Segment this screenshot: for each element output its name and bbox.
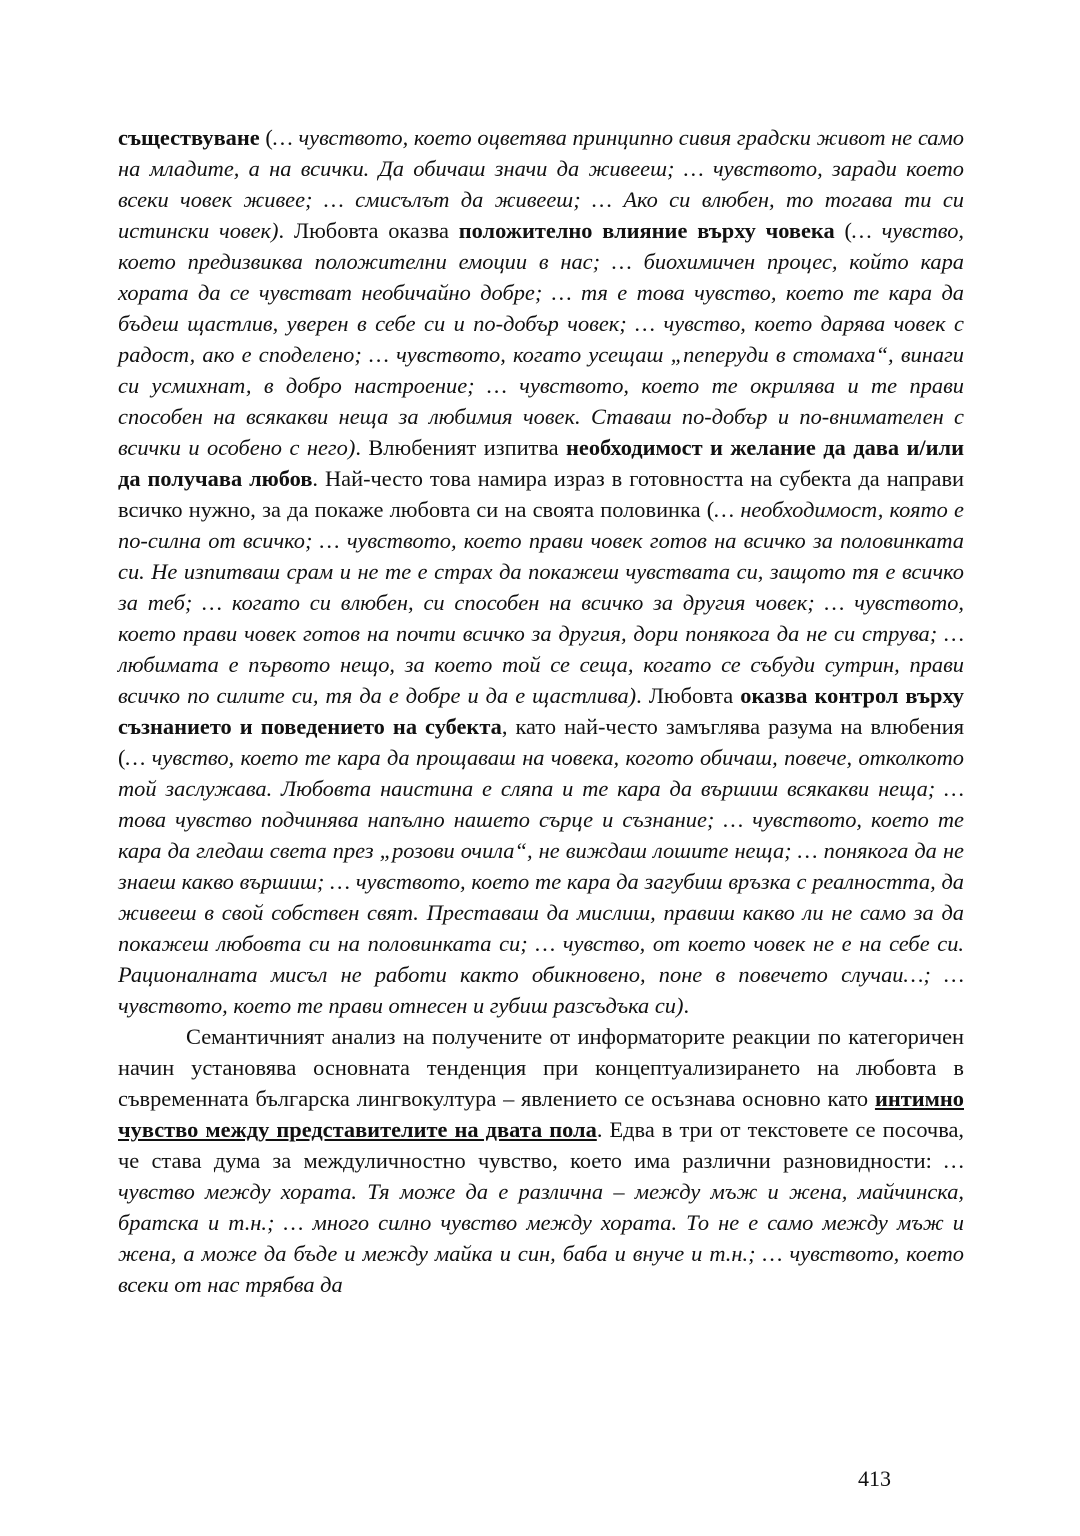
text-run: . Най-често това намира израз в готовността на субекта да направи всичко нужно, за да покаже любовта си на своята половинка ( bbox=[118, 466, 964, 522]
bold-term: оказва контрол върху съзнанието и поведението на субекта bbox=[118, 683, 965, 739]
italic-quotes: … чувство, което те кара да прощаваш на човека, когото обичаш, повече, отколкото той заслужава. Любовта наистина е сляпа и те кара да вършиш всякакви неща; … това чувство подчинява напълно нашето сърце и съзнание; … чувството, което те кара да гледаш света през „розови очила“, не виждаш лошите неща; … понякога да не знаеш какво вършиш; … чувството, което те кара да загубиш връзка с реалността, да живееш в свой собствен свят. Преставаш да мислиш, правиш какво ли не само за да покажеш любовта си на половинката си; … чувство, от което човек не е на себе си. Рационалната мисъл не работи както обикновено, поне в повечето случаи…; … чувството, което те прави отнесен и губиш разсъдъка си) bbox=[118, 745, 964, 1018]
text-run: , като най-често замъглява разума на влюбения ( bbox=[118, 714, 964, 770]
bold-term: необходимост и желание да дава и/или да получава любов bbox=[118, 435, 965, 491]
text-run: ( bbox=[259, 125, 273, 150]
paragraph-2 bbox=[118, 1021, 964, 1300]
italic-quotes: … чувството, което оцветява принципно сивия градски живот не само на младите, а на всички. Да обичаш значи да живееш; … чувството, заради което всеки човек живее; … смисълът да живееш; … Ако си влюбен, то тогава ти си истински човек) bbox=[118, 125, 964, 243]
text-run: Семантичният анализ на получените от информаторите реакции по категоричен начин установява основната тенденция при концептуализирането на любовта в съвременната българска лингвокултура – явлението се осъзнава основно като bbox=[118, 1024, 964, 1111]
text-run: . bbox=[683, 993, 690, 1018]
paragraph-1 bbox=[118, 122, 964, 1021]
bold-term: съществуване bbox=[118, 125, 260, 150]
text-run: . Любовта оказва bbox=[278, 218, 459, 243]
text-run: . Влюбеният изпитва bbox=[355, 435, 567, 460]
italic-quotes: … чувство, което предизвиква положителни емоции в нас; … биохимичен процес, който кара хората да се чувстват необичайно добре; … тя е това чувство, което те кара да бъдеш щастлив, уверен в себе си и по-добър човек; … чувство, което дарява човек с радост, ако е споделено; … чувството, когато усещаш „пеперуди в стомаха“, винаги си усмихнат, в добро настроение; … чувството, което те окрилява и те прави способен на всякакви неща за любимия човек. Ставаш по-добър и по-внимателен с всички и особено с него) bbox=[118, 218, 964, 460]
italic-quotes: … чувство между хората. Тя може да е различна – между мъж и жена, майчинска, братска и т.н.; … много силно чувство между хората. То не е само между мъж и жена, а може да бъде и между майка и син, баба и внуче и т.н.; … чувството, което всеки от нас трябва да bbox=[118, 1148, 964, 1297]
bold-term: положително влияние върху човека bbox=[458, 218, 835, 243]
text-run: . Любовта bbox=[636, 683, 741, 708]
bold-underlined-term: интимно чувство между представителите на двата пола bbox=[118, 1086, 964, 1142]
body-text bbox=[118, 122, 964, 1300]
text-run: . Едва в три от текстовете се посочва, че става дума за междуличностно чувство, което има различни разновидности: bbox=[118, 1117, 965, 1173]
page-number: 413 bbox=[858, 1466, 891, 1491]
italic-quotes: … необходимост, която е по-силна от всичко; … чувството, което прави човек готов на всичко за половинката си. Не изпитваш срам и не те е страх да покажеш чувствата си, защото тя е всичко за теб; … когато си влюбен, си способен на всичко за другия човек; … чувството, което прави човек готов на почти всичко за другия, дори понякога да не си струва; … любимата е първото нещо, за което той се сеща, когато се събуди сутрин, прави всичко по силите си, тя да е добре и да е щастлива) bbox=[118, 497, 964, 708]
text-run: ( bbox=[834, 218, 852, 243]
